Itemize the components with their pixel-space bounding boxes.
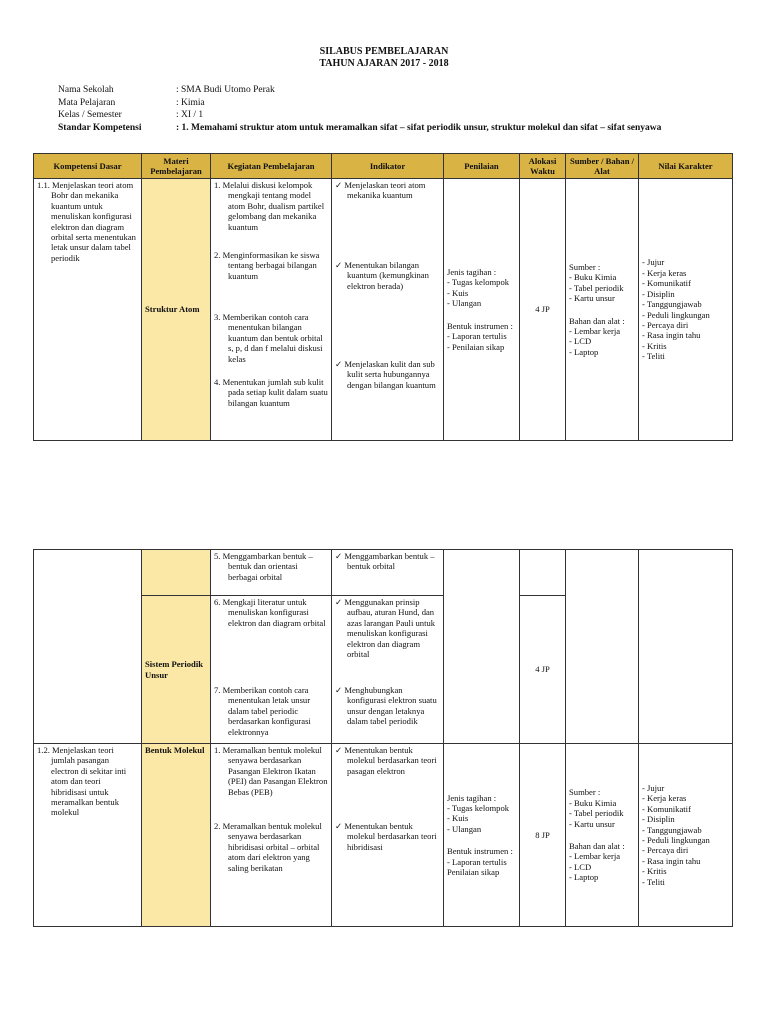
nilai-line: - Komunikatif	[642, 278, 691, 289]
kd-cell	[34, 744, 142, 927]
nilai-line: - Kerja keras	[642, 267, 687, 278]
kegiatan-item: 2. Meramalkan bentuk molekul senyawa berdasarkan hibridisasi orbital – orbital atom dari elektron yang saling berikatan	[214, 821, 322, 873]
kegiatan-item: 3. Memberikan contoh cara menentukan bilangan kuantum dan bentuk orbital s, p, d dan f melalui diskusi kelas	[214, 312, 323, 364]
nilai-line: - Peduli lingkungan	[642, 309, 710, 320]
penilaian-cell	[444, 179, 520, 441]
sumber-line: - Kartu unsur	[569, 818, 615, 829]
indikator-item: ✓ Menggunakan prinsip aufbau, aturan Hund, dan azas larangan Pauli untuk menuliskan konfigurasi elektron dan diagram orbital	[335, 597, 436, 660]
kegiatan-item: 2. Menginformasikan ke siswa tentang berbagai bilangan kuantum	[214, 250, 320, 281]
indikator-cell	[332, 596, 444, 744]
meta-value: : Kimia	[176, 97, 205, 108]
kd-cell	[34, 179, 142, 441]
materi-cell	[142, 744, 211, 927]
nilai-line: - Tanggungjawab	[642, 824, 702, 835]
penilaian-line: Bentuk instrumen :	[447, 320, 513, 331]
kegiatan-item: 6. Mengkaji literatur untuk menuliskan konfigurasi elektron dan diagram orbital	[214, 597, 326, 628]
kegiatan-cell	[211, 179, 332, 441]
indikator-cell	[332, 179, 444, 441]
sumber-line: Sumber :	[569, 261, 601, 272]
materi-text: Sistem Periodik Unsur	[145, 659, 204, 680]
materi-text: Struktur Atom	[145, 304, 200, 315]
indikator-item: ✓ Menggambarkan bentuk – bentuk orbital	[335, 551, 435, 572]
meta-row-subject	[58, 97, 661, 110]
penilaian-line: - Penilaian sikap	[447, 341, 505, 352]
nilai-line: - Rasa ingin tahu	[642, 330, 701, 341]
syllabus-table-2	[33, 549, 733, 927]
document-title: SILABUS PEMBELAJARAN	[319, 46, 449, 57]
penilaian-line: - Laporan tertulis	[447, 856, 507, 867]
sumber-line: Sumber :	[569, 787, 601, 798]
sumber-line: - Laptop	[569, 346, 599, 357]
alokasi-text: 8 JP	[535, 829, 550, 840]
materi-cell	[142, 179, 211, 441]
penilaian-line: - Tugas kelompok	[447, 277, 510, 288]
sumber-line: - Tabel periodik	[569, 808, 624, 819]
indikator-item: ✓ Menentukan bilangan kuantum (kemungkinan elektron berada)	[335, 260, 429, 291]
sumber-line: - Lembar kerja	[569, 325, 621, 336]
meta-label: Mata Pelajaran	[58, 97, 116, 108]
syllabus-table-1	[33, 153, 733, 441]
table-row	[34, 179, 733, 441]
meta-label: Standar Kompetensi	[58, 122, 142, 133]
penilaian-line: - Ulangan	[447, 298, 482, 309]
meta-row-school	[58, 84, 661, 97]
nilai-line: - Percaya diri	[642, 845, 689, 856]
nilai-line: - Percaya diri	[642, 319, 689, 330]
indikator-item: ✓ Menjelaskan teori atom mekanika kuantum	[335, 180, 426, 201]
alokasi-text: 4 JP	[535, 664, 550, 675]
kd-cell	[34, 550, 142, 744]
nilai-line: - Disiplin	[642, 288, 675, 299]
meta-block	[58, 84, 661, 134]
nilai-line: - Komunikatif	[642, 803, 691, 814]
kd-text: 1.1. Menjelaskan teori atom Bohr dan mekanika kuantum untuk menuliskan konfigurasi elektron dan diagram orbital serta menentukan letak unsur dalam tabel periodik	[37, 180, 136, 263]
kegiatan-item: 5. Menggambarkan bentuk – bentuk dan orientasi berbagai orbital	[214, 551, 313, 582]
nilai-line: - Kritis	[642, 866, 667, 877]
sumber-line: - Lembar kerja	[569, 851, 621, 862]
kegiatan-item: 7. Memberikan contoh cara menentukan letak unsur dalam tabel periodic berdasarkan konfigurasi elektronnya	[214, 685, 311, 737]
kd-text: 1.2. Menjelaskan teori jumlah pasangan electron di sekitar inti atom dan teori hibridisasi untuk meramalkan bentuk molekul	[37, 745, 127, 818]
penilaian-line: Bentuk instrumen :	[447, 846, 513, 857]
sumber-line: - LCD	[569, 336, 592, 347]
meta-row-standard	[58, 122, 661, 135]
column-header: Indikator	[332, 154, 444, 179]
penilaian-line: Jenis tagihan :	[447, 792, 497, 803]
meta-value: : SMA Budi Utomo Perak	[176, 85, 275, 95]
nilai-line: - Jujur	[642, 782, 665, 793]
penilaian-cell	[444, 550, 520, 744]
document-subtitle: TAHUN AJARAN 2017 - 2018	[319, 58, 449, 69]
penilaian-line: Penilaian sikap	[447, 867, 500, 878]
table-row	[34, 550, 733, 596]
indikator-item: ✓ Menentukan bentuk molekul berdasarkan teori hibridisasi	[335, 821, 437, 852]
materi-text: Bentuk Molekul	[145, 745, 205, 755]
penilaian-line: - Kuis	[447, 813, 469, 824]
penilaian-cell	[444, 744, 520, 927]
indikator-item: ✓ Menjelaskan kulit dan sub kulit serta hubungannya dengan bilangan kuantum	[335, 359, 436, 390]
nilai-line: - Teliti	[642, 876, 665, 887]
materi-cell	[142, 596, 211, 744]
alokasi-cell	[520, 179, 566, 441]
sumber-cell	[566, 550, 639, 744]
nilai-cell	[639, 179, 733, 441]
column-header: Materi Pembelajaran	[142, 154, 211, 179]
indikator-cell	[332, 550, 444, 596]
nilai-cell	[639, 550, 733, 744]
column-header: Kegiatan Pembelajaran	[211, 154, 332, 179]
nilai-line: - Jujur	[642, 257, 665, 268]
kegiatan-cell	[211, 550, 332, 596]
alokasi-cell	[520, 596, 566, 744]
meta-label: Nama Sekolah	[58, 85, 114, 95]
table-row	[34, 744, 733, 927]
kegiatan-item: 1. Meramalkan bentuk molekul senyawa berdasarkan Pasangan Elektron Ikatan (PEI) dan Pasangan Elektron Bebas (PEB)	[214, 745, 328, 797]
kegiatan-item: 4. Menentukan jumlah sub kulit pada setiap kulit dalam suatu bilangan kuantum	[214, 377, 328, 408]
sumber-line: Bahan dan alat :	[569, 841, 625, 851]
penilaian-line: - Kuis	[447, 287, 469, 298]
kegiatan-item: 1. Melalui diskusi kelompok mengkaji tentang model atom Bohr, dualism partikel gelombang dan mekanika kuantum	[214, 180, 325, 232]
sumber-line: - Tabel periodik	[569, 282, 624, 293]
kegiatan-cell	[211, 744, 332, 927]
penilaian-line: - Tugas kelompok	[447, 802, 510, 813]
nilai-line: - Kerja keras	[642, 793, 687, 804]
indikator-cell	[332, 744, 444, 927]
materi-cell	[142, 550, 211, 596]
sumber-line: - Laptop	[569, 872, 599, 883]
meta-label: Kelas / Semester	[58, 110, 122, 120]
nilai-line: - Disiplin	[642, 814, 675, 825]
sumber-cell	[566, 744, 639, 927]
indikator-item: ✓ Menentukan bentuk molekul berdasarkan teori pasagan elektron	[335, 745, 437, 776]
sumber-cell	[566, 179, 639, 441]
meta-value: : 1. Memahami struktur atom untuk meramalkan sifat – sifat periodik unsur, struktur molekul dan sifat – sifat senyawa	[176, 122, 662, 133]
nilai-line: - Tanggungjawab	[642, 299, 702, 310]
nilai-cell	[639, 744, 733, 927]
alokasi-cell	[520, 744, 566, 927]
column-header: Penilaian	[444, 154, 520, 179]
column-header: Sumber / Bahan / Alat	[566, 154, 639, 179]
table-header-row	[34, 154, 733, 179]
column-header: Alokasi Waktu	[520, 154, 566, 179]
sumber-line: - Buku Kimia	[569, 272, 617, 283]
alokasi-text: 4 JP	[535, 304, 550, 315]
column-header: Kompetensi Dasar	[34, 154, 142, 179]
penilaian-line: - Ulangan	[447, 823, 482, 834]
alokasi-cell	[520, 550, 566, 596]
nilai-line: - Peduli lingkungan	[642, 835, 710, 845]
meta-row-class	[58, 109, 661, 122]
indikator-item: ✓ Menghubungkan konfigurasi elektron suatu unsur dengan letaknya dalam tabel periodik	[335, 685, 437, 727]
sumber-line: Bahan dan alat :	[569, 315, 625, 326]
nilai-line: - Kritis	[642, 340, 667, 351]
sumber-line: - Kartu unsur	[569, 293, 615, 304]
nilai-line: - Rasa ingin tahu	[642, 855, 701, 866]
column-header: Nilai Karakter	[639, 154, 733, 179]
sumber-line: - LCD	[569, 861, 592, 872]
penilaian-line: Jenis tagihan :	[447, 267, 497, 278]
meta-value: : XI / 1	[176, 110, 204, 120]
sumber-line: - Buku Kimia	[569, 797, 617, 808]
penilaian-line: - Laporan tertulis	[447, 331, 507, 342]
nilai-line: - Teliti	[642, 351, 665, 362]
kegiatan-cell	[211, 596, 332, 744]
